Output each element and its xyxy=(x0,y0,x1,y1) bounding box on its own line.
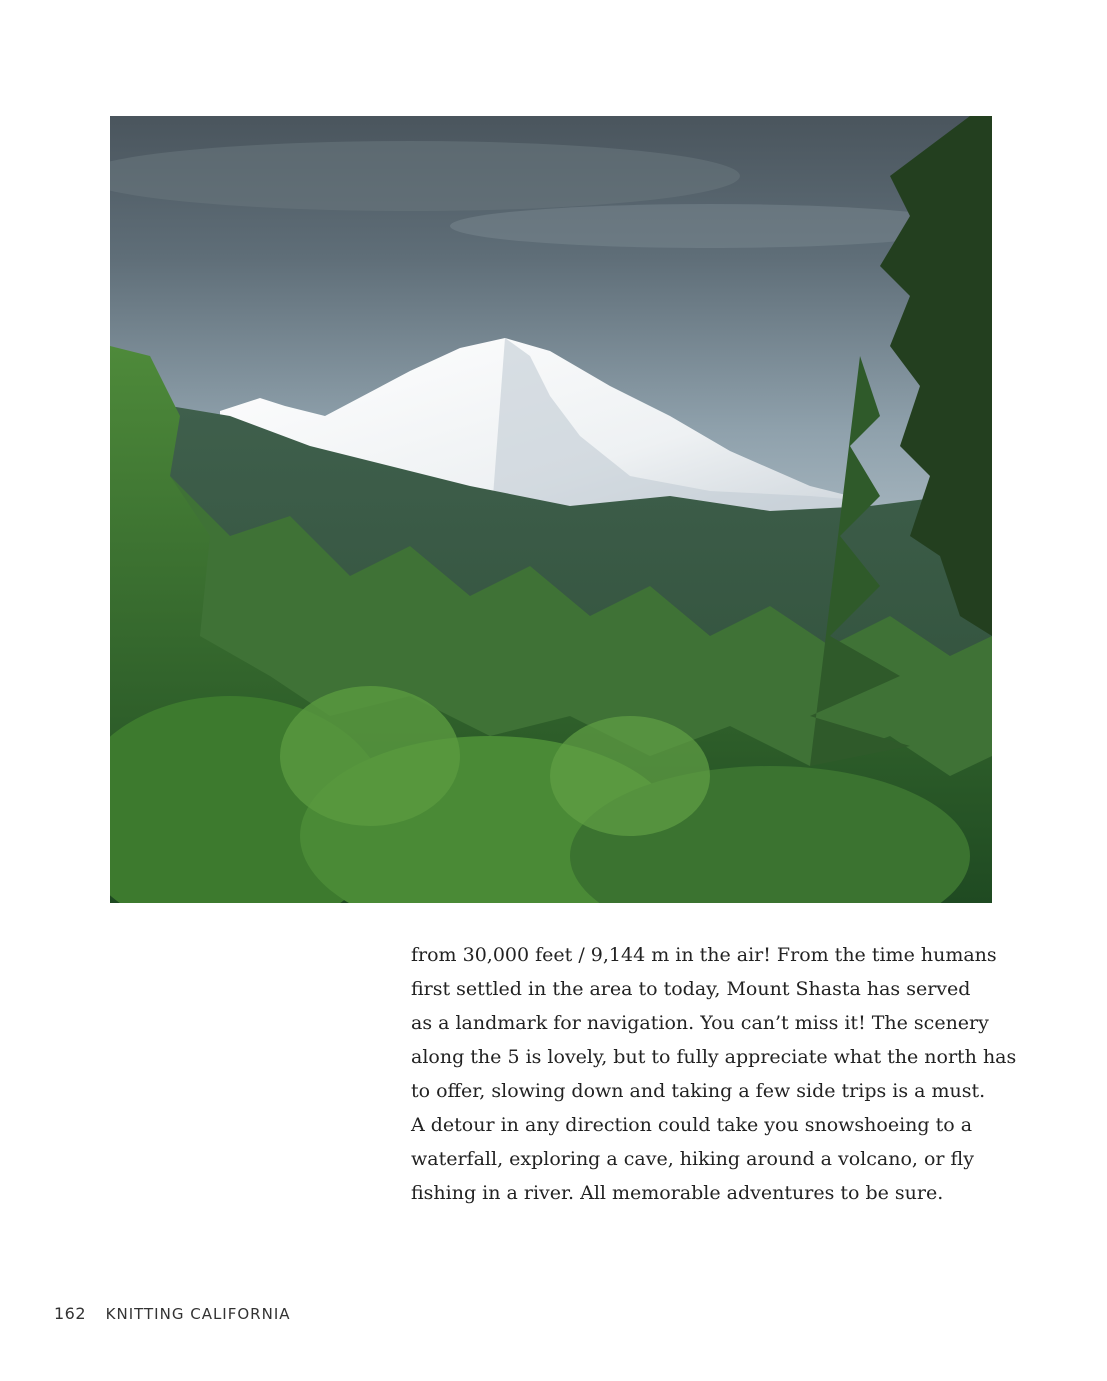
body-line: first settled in the area to today, Mount Shasta has served xyxy=(411,978,971,1000)
body-line: waterfall, exploring a cave, hiking around a volcano, or fly xyxy=(411,1148,974,1170)
body-line: A detour in any direction could take you snowshoeing to a xyxy=(411,1114,973,1136)
bush xyxy=(550,716,710,836)
body-line: as a landmark for navigation. You can’t miss it! The scenery xyxy=(411,1012,989,1034)
mountain-landscape-photo xyxy=(110,116,992,903)
book-title: KNITTING CALIFORNIA xyxy=(105,1305,291,1323)
page-footer xyxy=(54,1304,291,1323)
mountain-landscape-illustration xyxy=(110,116,992,903)
body-line: fishing in a river. All memorable adventures to be sure. xyxy=(411,1182,944,1204)
body-paragraph xyxy=(411,938,1017,1210)
body-line: along the 5 is lovely, but to fully appreciate what the north has xyxy=(411,1046,1017,1068)
body-line: from 30,000 feet / 9,144 m in the air! From the time humans xyxy=(411,944,997,966)
cloud xyxy=(450,204,970,248)
body-line: to offer, slowing down and taking a few side trips is a must. xyxy=(411,1080,986,1102)
page-number: 162 xyxy=(54,1304,87,1323)
bush xyxy=(280,686,460,826)
cloud xyxy=(110,141,740,211)
